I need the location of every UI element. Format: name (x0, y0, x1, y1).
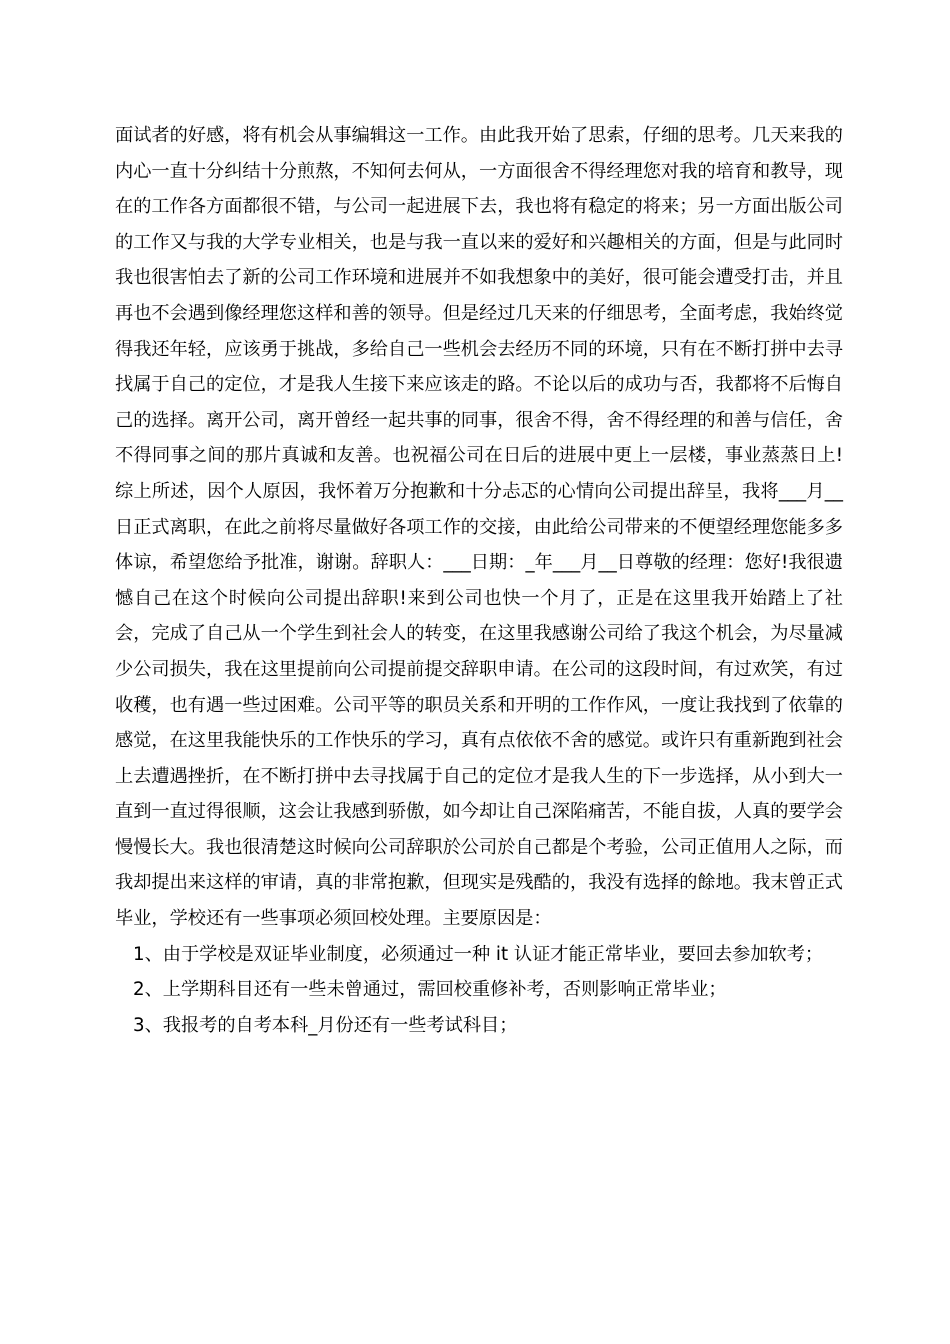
list-item-3: 3、我报考的自考本科_月份还有一些考试科目； (133, 1014, 518, 1036)
list-item-2: 2、上学期科目还有一些未曾通过，需回校重修补考，否则影响正常毕业； (133, 979, 727, 1001)
body-paragraph: 面试者的好感，将有机会从事编辑这一工作。由此我开始了思索，仔细的思考。几天来我的内心一直十分纠结十分煎熬，不知何去何从，一方面很舍不得经理您对我的培育和教导，现在的工作各方面都很不错，与公司一起进展下去，我也将有稳定的将来；另一方面出版公司的工作又与我的大学专业相关，也是与我一直以来的爱好和兴趣相关的方面，但是与此同时我也很害怕去了新的公司工作环境和进展并不如我想象中的美好，很可能会遭受打击，并且再也不会遇到像经理您这样和善的领导。但是经过几天来的仔细思考，全面考虑，我始终觉得我还年轻，应该勇于挑战，多给自己一些机会去经历不同的环境，只有在不断打拼中去寻找属于自己的定位，才是我人生接下来应该走的路。不论以后的成功与否，我都将不后悔自己的选择。离开公司，离开曾经一起共事的同事，很舍不得，舍不得经理的和善与信任，舍不得同事之间的那片真诚和友善。也祝福公司在日后的进展中更上一层楼，事业蒸蒸日上!综上所述，因个人原因，我怀着万分抱歉和十分忐忑的心情向公司提出辞呈，我将___月__日正式离职，在此之前将尽量做好各项工作的交接，由此给公司带来的不便望经理您能多多体谅，希望您给予批准，谢谢。辞职人：___日期：_年___月__日尊敬的经理：您好!我很遗憾自己在这个时候向公司提出辞职!来到公司也快一个月了，正是在这里我开始踏上了社会，完成了自己从一个学生到社会人的转变，在这里我感谢公司给了我这个机会，为尽量减少公司损失，我在这里提前向公司提前提交辞职申请。在公司的这段时间，有过欢笑，有过收穫，也有遇一些过困难。公司平等的职员关系和开明的工作作风，一度让我找到了依靠的感觉，在这里我能快乐的工作快乐的学习，真有点依依不舍的感觉。或许只有重新跑到社会上去遭遇挫折，在不断打拼中去寻找属于自己的定位才是我人生的下一步选择，从小到大一直到一直过得很顺，这会让我感到骄傲，如今却让自己深陷痛苦，不能自拔，人真的要学会慢慢长大。我也很清楚这时候向公司辞职於公司於自己都是个考验，公司正值用人之际，而我却提出来这样的审请，真的非常抱歉，但现实是残酷的，我没有选择的餘地。我末曾正式毕业，学校还有一些事项必须回校处理。主要原因是： (115, 125, 843, 930)
document-text (115, 118, 843, 1043)
list-item-1: 1、由于学校是双证毕业制度，必须通过一种 it 认证才能正常毕业，要回去参加软考； (133, 943, 824, 965)
